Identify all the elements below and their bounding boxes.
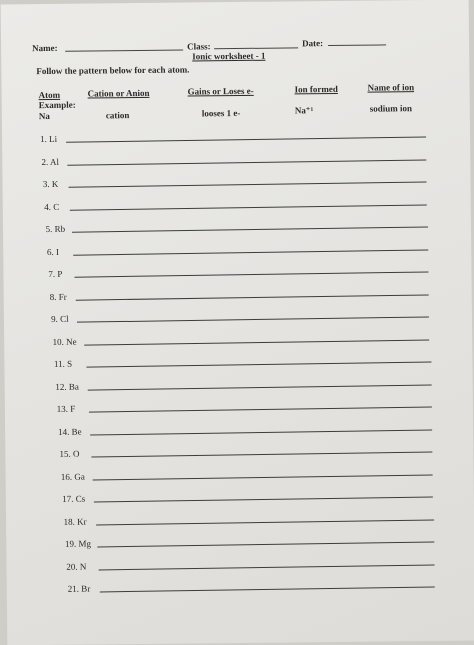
example-gains-or-loses: looses 1 e- [201, 107, 241, 119]
date-label: Date: [302, 38, 324, 49]
class-field[interactable] [214, 47, 298, 49]
name-label: Name: [32, 42, 58, 54]
question-label: 12. Ba [55, 381, 79, 392]
answer-line[interactable] [66, 136, 426, 142]
question-label: 8. Fr [49, 291, 67, 302]
question-label: 14. Be [58, 426, 82, 437]
answer-line[interactable] [85, 339, 430, 345]
answer-line[interactable] [69, 181, 427, 187]
answer-line[interactable] [73, 249, 428, 255]
column-name-of-ion: Name of ion [367, 82, 415, 93]
worksheet-title: Ionic worksheet - 1 [192, 50, 266, 62]
answer-line[interactable] [97, 541, 434, 547]
question-label: 10. Ne [52, 336, 77, 347]
answer-line[interactable] [76, 294, 429, 300]
question-label: 20. N [66, 561, 87, 572]
question-label: 21. Br [67, 583, 91, 594]
question-label: 17. Cs [62, 493, 86, 504]
answer-line[interactable] [98, 564, 434, 570]
question-label: 18. Kr [63, 516, 87, 527]
column-atom: Atom [38, 89, 61, 101]
example-cation-or-anion: cation [105, 110, 130, 121]
worksheet-page [1, 0, 474, 645]
answer-line[interactable] [96, 519, 434, 525]
question-label: 4. C [44, 201, 60, 212]
answer-line[interactable] [72, 226, 428, 232]
answer-line[interactable] [87, 384, 431, 390]
class-label: Class: [187, 41, 211, 52]
answer-line[interactable] [86, 361, 430, 367]
answer-line[interactable] [67, 159, 426, 165]
column-ion-formed: Ion formed [294, 83, 338, 95]
question-label: 5. Rb [45, 223, 66, 235]
question-label: 9. Cl [51, 313, 69, 324]
answer-line[interactable] [91, 451, 432, 457]
answer-line[interactable] [93, 474, 433, 480]
column-cation-or-anion: Cation or Anion [87, 87, 150, 99]
question-label: 1. Li [40, 133, 58, 145]
example-name-of-ion: sodium ion [369, 103, 413, 114]
answer-line[interactable] [94, 496, 433, 502]
question-label: 2. Al [41, 156, 60, 167]
question-label: 7. P [48, 268, 63, 279]
date-field[interactable] [328, 44, 386, 46]
answer-line[interactable] [89, 406, 432, 412]
answer-line[interactable] [77, 316, 429, 322]
question-label: 19. Mg [64, 538, 92, 549]
example-atom: Na [38, 110, 50, 122]
question-label: 3. K [42, 178, 59, 190]
name-field[interactable] [65, 50, 183, 52]
answer-line[interactable] [74, 271, 428, 277]
question-label: 13. F [56, 403, 76, 414]
column-gains-or-loses: Gains or Loses e- [187, 85, 254, 97]
question-label: 15. O [59, 448, 80, 459]
question-label: 11. S [53, 358, 73, 369]
example-ion-formed: Na⁺¹ [294, 105, 314, 116]
example-label: Example: [38, 99, 76, 111]
answer-line[interactable] [90, 429, 432, 435]
question-label: 6. I [46, 246, 60, 257]
question-label: 16. Ga [60, 471, 85, 482]
answer-line[interactable] [100, 586, 435, 592]
answer-line[interactable] [70, 204, 427, 210]
instruction-text: Follow the pattern below for each atom. [36, 64, 190, 77]
